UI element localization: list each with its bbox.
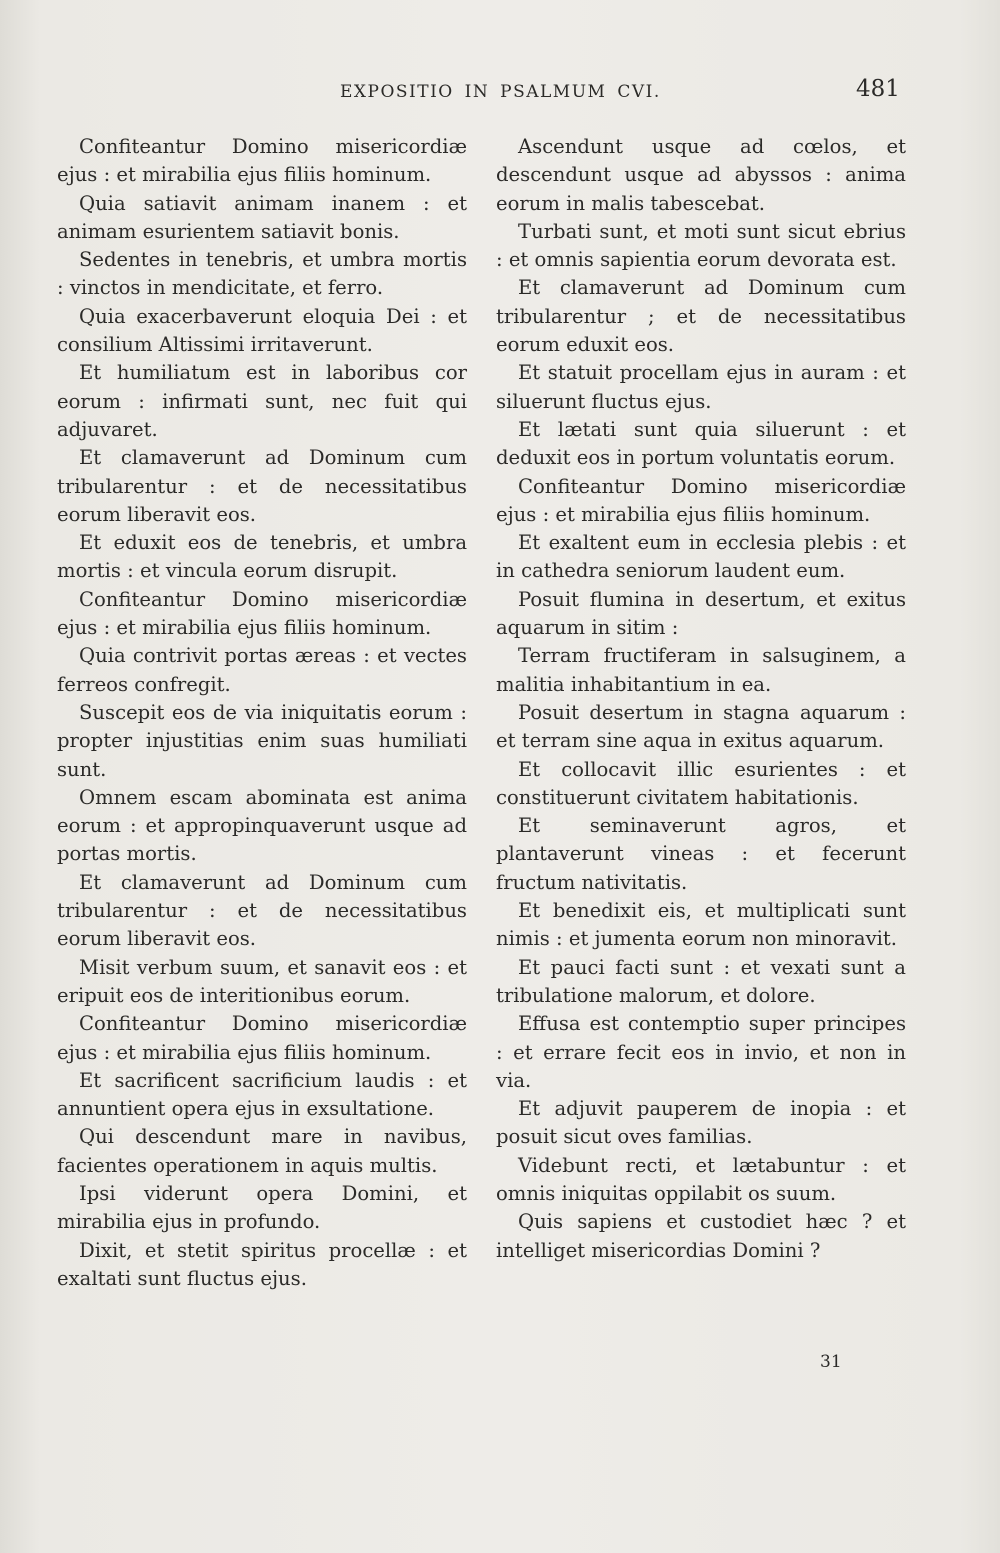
verse: Ipsi viderunt opera Domini, et mirabilia ejus in profundo. xyxy=(57,1181,467,1234)
verse: Et lætati sunt quia siluerunt : et deduxit eos in portum voluntatis eorum. xyxy=(496,417,906,470)
verse: Quia satiavit animam inanem : et animam esurientem satiavit bonis. xyxy=(57,191,467,243)
verse: Dixit, et stetit spiritus procellæ : et exaltati sunt fluctus ejus. xyxy=(57,1238,467,1290)
verse: Terram fructiferam in salsuginem, a malitia inhabitantium in ea. xyxy=(496,644,906,696)
verse: Et seminaverunt agros, et plantaverunt vineas : et fecerunt fructum nativitatis. xyxy=(496,814,906,894)
verse: Et sacrificent sacrificium laudis : et annuntient opera ejus in exsultatione. xyxy=(57,1068,467,1121)
verse: Posuit flumina in desertum, et exitus aquarum in sitim : xyxy=(496,587,906,640)
verse: Et benedixit eis, et multiplicati sunt nimis : et jumenta eorum non minoravit. xyxy=(496,899,906,951)
verse: Et clamaverunt ad Dominum cum tribularentur : et de necessitatibus eorum liberavit eos. xyxy=(57,870,467,951)
verse: Posuit desertum in stagna aquarum : et terram sine aqua in exitus aquarum. xyxy=(496,700,906,753)
verse: Et clamaverunt ad Dominum cum tribularentur : et de necessitatibus eorum liberavit eos. xyxy=(57,446,467,526)
verse: Effusa est contemptio super principes : et errare fecit eos in invio, et non in via. xyxy=(496,1012,906,1092)
verse: Qui descendunt mare in navibus, facientes operationem in aquis multis. xyxy=(57,1125,467,1177)
verse: Et pauci facti sunt : et vexati sunt a tribulatione malorum, et dolore. xyxy=(496,955,906,1007)
verse: Et humiliatum est in laboribus cor eorum : infirmati sunt, nec fuit qui adjuvaret. xyxy=(57,361,467,441)
running-title: EXPOSITIO IN PSALMUM CVI. xyxy=(340,82,661,102)
verse: Suscepit eos de via iniquitatis eorum : propter injustitias enim suas humiliati sunt. xyxy=(57,700,467,781)
page-header xyxy=(0,78,1000,108)
verse: Misit verbum suum, et sanavit eos : et eripuit eos de interitionibus eorum. xyxy=(57,955,467,1007)
signature-mark: 31 xyxy=(820,1352,842,1372)
right-column xyxy=(496,133,906,1265)
verse: Et collocavit illic esurientes : et constituerunt civitatem habitationis. xyxy=(496,757,906,809)
verse: Omnem escam abominata est anima eorum : et appropinquaverunt usque ad portas mortis. xyxy=(57,785,467,866)
verse: Ascendunt usque ad cœlos, et descendunt usque ad abyssos : anima eorum in malis tabescebat. xyxy=(496,135,906,215)
verse: Confiteantur Domino misericordiæ ejus : et mirabilia ejus filiis hominum. xyxy=(57,587,467,640)
verse: Quia exacerbaverunt eloquia Dei : et consilium Altissimi irritaverunt. xyxy=(57,304,467,357)
verse: Confiteantur Domino misericordiæ ejus : et mirabilia ejus filiis hominum. xyxy=(57,135,467,187)
left-column xyxy=(57,133,467,1293)
verse: Quia contrivit portas æreas : et vectes ferreos confregit. xyxy=(57,644,467,696)
page-number: 481 xyxy=(856,76,900,102)
verse: Turbati sunt, et moti sunt sicut ebrius : et omnis sapientia eorum devorata est. xyxy=(496,219,906,272)
verse: Confiteantur Domino misericordiæ ejus : et mirabilia ejus filiis hominum. xyxy=(496,474,906,526)
verse: Et eduxit eos de tenebris, et umbra mortis : et vincula eorum disrupit. xyxy=(57,531,467,583)
verse: Confiteantur Domino misericordiæ ejus : et mirabilia ejus filiis hominum. xyxy=(57,1012,467,1064)
verse: Videbunt recti, et lætabuntur : et omnis iniquitas oppilabit os suum. xyxy=(496,1153,906,1205)
verse: Quis sapiens et custodiet hæc ? et intelliget misericordias Domini ? xyxy=(496,1210,906,1262)
verse: Et exaltent eum in ecclesia plebis : et in cathedra seniorum laudent eum. xyxy=(496,531,906,583)
verse: Et clamaverunt ad Dominum cum tribularentur ; et de necessitatibus eorum eduxit eos. xyxy=(496,276,906,357)
verse: Et adjuvit pauperem de inopia : et posuit sicut oves familias. xyxy=(496,1097,906,1149)
verse: Et statuit procellam ejus in auram : et siluerunt fluctus ejus. xyxy=(496,361,906,413)
verse: Sedentes in tenebris, et umbra mortis : vinctos in mendicitate, et ferro. xyxy=(57,248,467,300)
